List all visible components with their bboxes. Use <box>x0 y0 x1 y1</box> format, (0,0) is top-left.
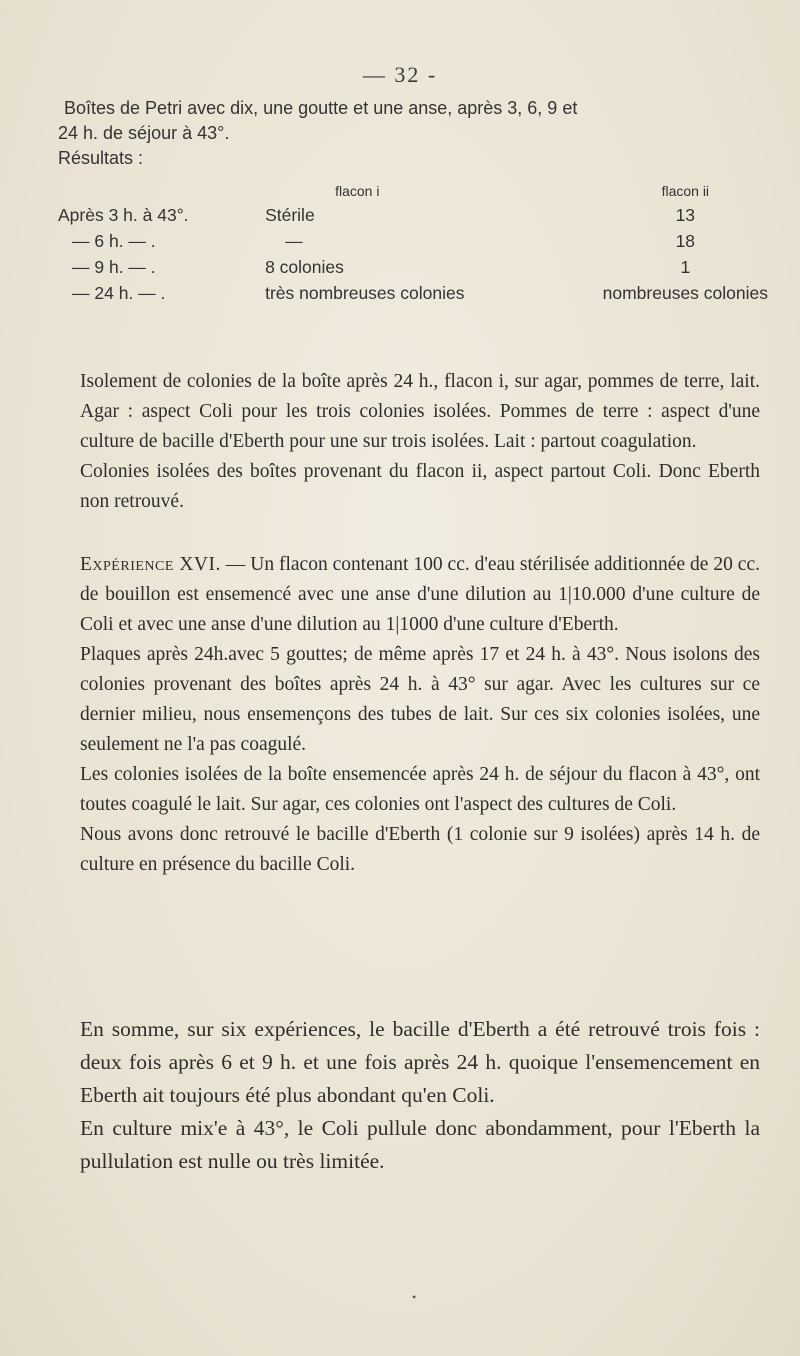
paragraph: Isolement de colonies de la boîte après 24 h., flacon i, sur agar, pommes de terre, lait. Agar : aspect Coli pour les trois colonies isolées. Pommes de terre : aspect d'une culture de bacille d'Eberth pour une sur trois isolées. Lait : partout coagulation. <box>80 371 760 452</box>
results-table-block <box>58 180 778 306</box>
results-cell-time: Après 3 h. à 43°. <box>58 204 189 225</box>
results-cell-flacon-2: 1 <box>680 256 691 277</box>
paragraph: Les colonies isolées de la boîte ensemencée après 24 h. de séjour du flacon à 43°, ont toutes coagulé le lait. Sur agar, ces colonies ont l'aspect des cultures de Coli. <box>80 764 760 815</box>
paragraph: Plaques après 24h.avec 5 gouttes; de même après 17 et 24 h. à 43°. Nous isolons des colonies provenant des boîtes après 24 h. à 43° sur agar. Avec les cultures sur ce dernier milieu, nous ensemençons des tubes de lait. Sur ces six colonies isolées, une seulement ne l'a pas coagulé. <box>80 644 760 755</box>
intro-line-2: 24 h. de séjour à 43°. <box>58 123 230 143</box>
intro-block <box>58 96 758 171</box>
results-cell-time: — 9 h. — . <box>72 256 156 277</box>
table-row <box>58 280 768 306</box>
experience-text: — Un flacon contenant 100 cc. d'eau stérilisée additionnée de 20 cc. de bouillon est ensemencé avec une anse d'une dilution au 1|10.000 d'une culture de Coli et avec une anse d'une dilution au 1|1000 d'une culture d'Eberth. <box>80 554 760 635</box>
results-cell-flacon-1: Stérile <box>265 204 315 225</box>
results-cell-time: — 6 h. — . <box>72 230 156 251</box>
paragraph: Colonies isolées des boîtes provenant du flacon ii, aspect partout Coli. Donc Eberth non retrouvé. <box>80 461 760 512</box>
experience-title: Expérience XVI. <box>80 554 221 575</box>
table-row <box>58 228 768 254</box>
paragraph: Nous avons donc retrouvé le bacille d'Eberth (1 colonie sur 9 isolées) après 14 h. de culture en présence du bacille Coli. <box>80 824 760 875</box>
results-header-empty <box>58 180 265 202</box>
isolation-paragraphs <box>80 367 760 517</box>
summary-section <box>80 1013 760 1178</box>
paragraph: En somme, sur six expériences, le bacille d'Eberth a été retrouvé trois fois : deux fois après 6 et 9 h. et une fois après 24 h. quoique l'ensemencement en Eberth ait toujours été plus abondant qu'en Coli. <box>80 1017 760 1107</box>
results-cell-flacon-1: — <box>285 230 303 251</box>
results-table <box>58 180 768 306</box>
results-header-flacon-1: flacon i <box>335 183 380 199</box>
results-header-row <box>58 180 768 202</box>
footer-mark: • <box>412 1290 417 1304</box>
page-number: — 32 - <box>362 62 438 87</box>
table-row <box>58 202 768 228</box>
results-cell-flacon-2: nombreuses colonies <box>602 282 768 303</box>
paragraph: En culture mix'e à 43°, le Coli pullule donc abondamment, pour l'Eberth la pullulation est nulle ou très limitée. <box>80 1116 760 1173</box>
results-cell-flacon-1: 8 colonies <box>265 256 344 277</box>
experience-paragraph <box>80 550 760 640</box>
results-cell-time: — 24 h. — . <box>72 282 166 303</box>
results-cell-flacon-2: 13 <box>675 204 696 225</box>
experience-xvi-section <box>80 550 760 880</box>
table-row <box>58 254 768 280</box>
results-cell-flacon-2: 18 <box>675 230 696 251</box>
intro-line-3: Résultats : <box>58 148 144 168</box>
results-header-flacon-2: flacon ii <box>661 183 710 199</box>
intro-line-1: Boîtes de Petri avec dix, une goutte et une anse, après 3, 6, 9 et <box>64 98 578 118</box>
results-cell-flacon-1: très nombreuses colonies <box>265 282 465 303</box>
